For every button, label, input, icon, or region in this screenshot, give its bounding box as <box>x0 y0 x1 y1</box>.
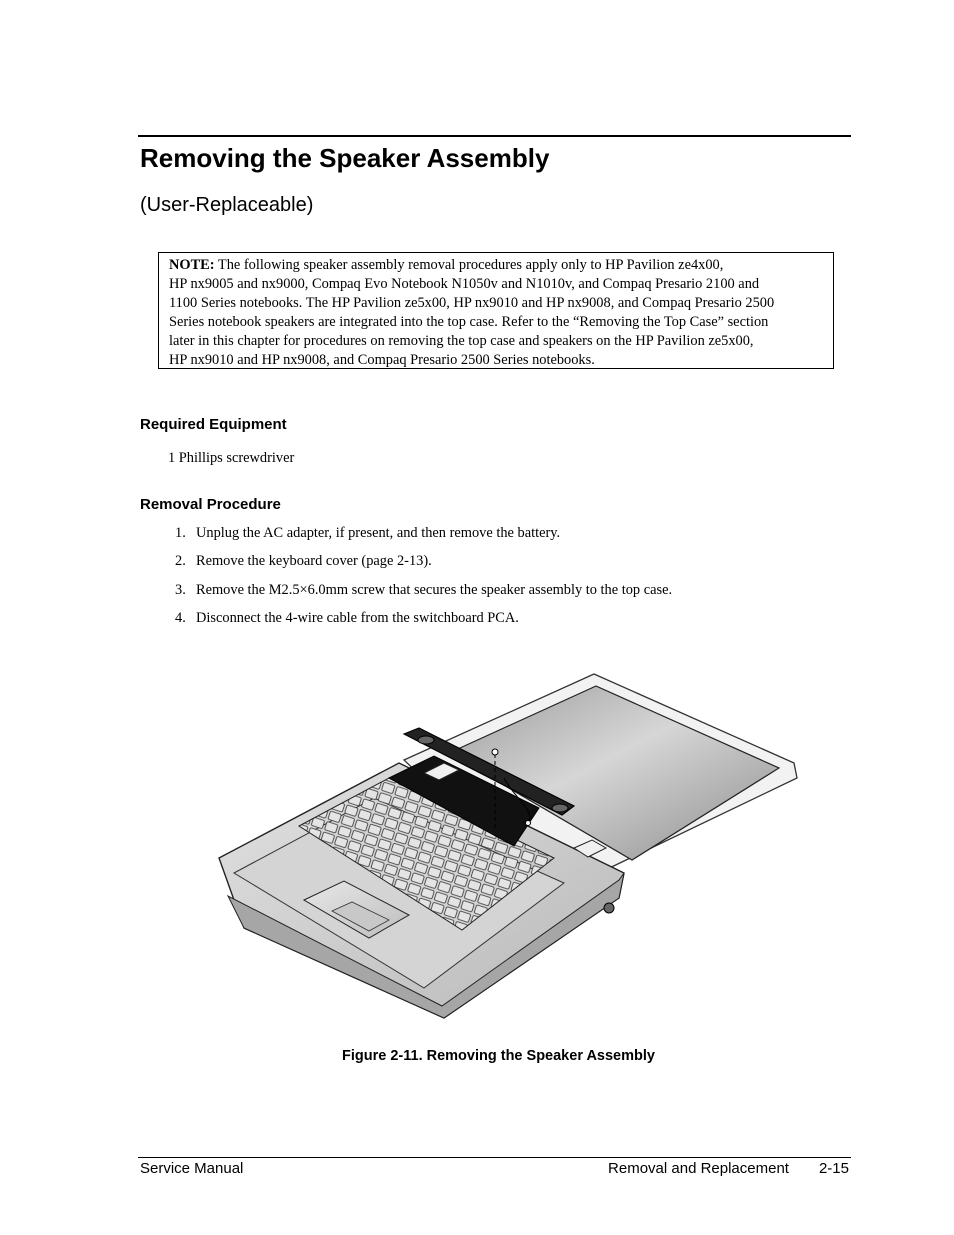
step-number: 1. <box>175 525 186 541</box>
note-line-5: later in this chapter for procedures on removing the top case and speakers on the HP Pavilion ze5x00, <box>169 332 754 349</box>
footer-right <box>608 1160 849 1177</box>
step-number: 2. <box>175 553 186 570</box>
page-title: Removing the Speaker Assembly <box>140 143 550 173</box>
equipment-item: 1 Phillips screwdriver <box>168 450 295 466</box>
step-text: Remove the keyboard cover (page 2-13). <box>196 553 432 570</box>
step-number: 4. <box>175 609 186 626</box>
step-text: Unplug the AC adapter, if present, and then remove the battery. <box>196 525 561 541</box>
note-text-1: The following speaker assembly removal procedures apply only to HP Pavilion ze4x00, <box>214 257 724 273</box>
procedure-step <box>175 552 672 580</box>
procedure-step <box>175 609 672 637</box>
removal-procedure-heading: Removal Procedure <box>140 496 281 513</box>
footer-section: Removal and Replacement <box>608 1160 789 1177</box>
note-line-3: 1100 Series notebooks. The HP Pavilion ze5x00, HP nx9010 and HP nx9008, and Compaq Presario 2500 <box>169 294 775 311</box>
note-line-6: HP nx9010 and HP nx9008, and Compaq Presario 2500 Series notebooks. <box>169 351 595 368</box>
step-text: Remove the M2.5×6.0mm screw that secures the speaker assembly to the top case. <box>196 581 673 598</box>
speaker-left <box>418 736 434 744</box>
note-line-1 <box>169 256 833 275</box>
note-line-4: Series notebook speakers are integrated into the top case. Refer to the “Removing the Top Case” section <box>169 313 769 330</box>
speaker-right <box>552 804 568 812</box>
footer-manual-title: Service Manual <box>140 1160 244 1177</box>
step-number: 3. <box>175 581 186 598</box>
note-line-2: HP nx9005 and nx9000, Compaq Evo Notebook N1050v and N1010v, and Compaq Presario 2100 and <box>169 275 760 292</box>
header-rule <box>138 135 851 137</box>
footer-rule <box>138 1157 851 1158</box>
note-box <box>158 252 834 369</box>
cable-connector <box>526 821 531 826</box>
required-equipment-heading: Required Equipment <box>140 416 287 433</box>
page-subtitle: (User-Replaceable) <box>140 194 314 216</box>
step-text: Disconnect the 4-wire cable from the switchboard PCA. <box>196 609 519 626</box>
figure-caption: Figure 2-11. Removing the Speaker Assembly <box>342 1048 655 1064</box>
side-port <box>604 903 614 913</box>
note-label: NOTE: <box>169 257 215 273</box>
footer-page-number: 2-15 <box>818 1160 849 1177</box>
screw-icon <box>492 749 498 755</box>
procedure-step <box>175 581 672 609</box>
procedure-steps <box>175 524 672 637</box>
procedure-step <box>175 524 672 552</box>
laptop-speaker-illustration <box>214 668 804 1030</box>
